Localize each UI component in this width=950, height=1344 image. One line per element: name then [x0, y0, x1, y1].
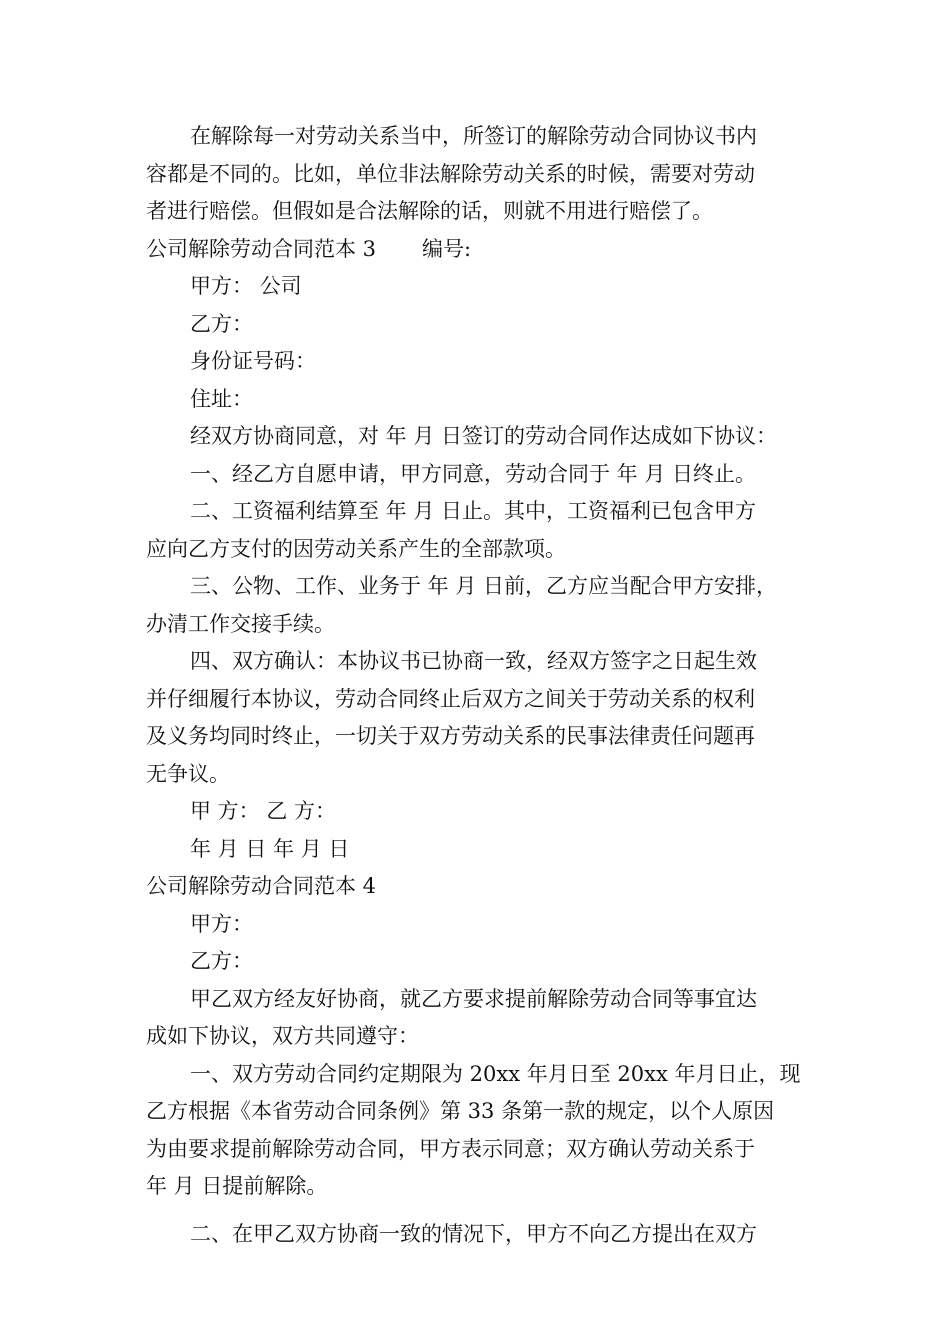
section4-party-a	[146, 906, 816, 944]
section4-clause2	[146, 1216, 816, 1254]
party-b-line: 乙方：	[190, 949, 253, 973]
section4-intro-line: 成如下协议，双方共同遵守：	[146, 1024, 419, 1048]
section4-intro-line: 甲乙双方经友好协商，就乙方要求提前解除劳动合同等事宜达	[190, 986, 757, 1011]
document-body	[146, 118, 816, 1253]
section3-dates	[146, 831, 816, 869]
section3-clause3	[146, 568, 816, 643]
section4-party-b	[146, 943, 816, 981]
id-number-line: 身份证号码：	[190, 349, 316, 373]
intro-line: 容都是不同的。比如，单位非法解除劳动关系的时候，需要对劳动	[146, 161, 755, 186]
section4-clause1-line: 乙方根据《本省劳动合同条例》第 33 条第一款的规定，以个人原因	[146, 1099, 775, 1123]
clause3-line: 办清工作交接手续。	[146, 611, 335, 636]
section4-clause2-line: 二、在甲乙双方协商一致的情况下，甲方不向乙方提出在双方	[190, 1221, 757, 1246]
section3-agreement-intro	[146, 418, 816, 456]
clause4-line: 无争议。	[146, 761, 230, 786]
section4-intro	[146, 981, 816, 1056]
intro-line: 在解除每一对劳动关系当中，所签订的解除劳动合同协议书内	[190, 124, 757, 148]
clause4-line: 四、双方确认：本协议书已协商一致，经双方签字之日起生效	[190, 649, 757, 673]
clause1-line: 一、经乙方自愿申请，甲方同意，劳动合同于 年 月 日终止。	[190, 461, 757, 486]
section3-id-number	[146, 343, 816, 381]
dates-line: 年 月 日 年 月 日	[190, 836, 350, 861]
intro-line: 者进行赔偿。但假如是合法解除的话，则就不用进行赔偿了。	[146, 199, 713, 223]
party-b-line: 乙方：	[190, 311, 253, 336]
address-line: 住址：	[190, 386, 253, 411]
party-a-line: 甲方：	[190, 911, 253, 936]
section3-address	[146, 381, 816, 419]
section4-heading-row	[146, 868, 816, 906]
agreement-intro-line: 经双方协商同意，对 年 月 日签订的劳动合同作达成如下协议：	[190, 424, 778, 448]
section3-heading-row	[146, 231, 816, 269]
section4-clause1-line: 一、双方劳动合同约定期限为 20xx 年月日至 20xx 年月日止，现	[190, 1061, 801, 1086]
party-a-line: 甲方： 公司	[190, 274, 302, 298]
section3-party-a	[146, 268, 816, 306]
section4-clause1	[146, 1056, 816, 1206]
section3-clause2	[146, 493, 816, 568]
clause2-line: 应向乙方支付的因劳动关系产生的全部款项。	[146, 536, 566, 561]
section3-party-b	[146, 306, 816, 344]
intro-paragraph	[146, 118, 816, 231]
section3-clause1	[146, 456, 816, 494]
clause4-line: 并仔细履行本协议，劳动合同终止后双方之间关于劳动关系的权利	[146, 686, 755, 711]
section4-clause1-line: 为由要求提前解除劳动合同，甲方表示同意；双方确认劳动关系于	[146, 1136, 755, 1161]
section3-heading-line	[146, 231, 816, 269]
section4-heading: 公司解除劳动合同范本 4	[146, 874, 377, 898]
section3-signatures	[146, 793, 816, 831]
clause3-line: 三、公物、工作、业务于 年 月 日前，乙方应当配合甲方安排，	[190, 574, 778, 598]
section4-clause1-line: 年 月 日提前解除。	[146, 1174, 328, 1198]
section3-clause4	[146, 643, 816, 793]
signatures-line: 甲 方： 乙 方：	[190, 799, 337, 823]
clause4-line: 及义务均同时终止，一切关于双方劳动关系的民事法律责任问题再	[146, 724, 755, 748]
section3-number-label: 编号:	[422, 236, 472, 261]
section3-heading: 公司解除劳动合同范本 3	[146, 236, 377, 261]
clause2-line: 二、工资福利结算至 年 月 日止。其中，工资福利已包含甲方	[190, 499, 757, 523]
